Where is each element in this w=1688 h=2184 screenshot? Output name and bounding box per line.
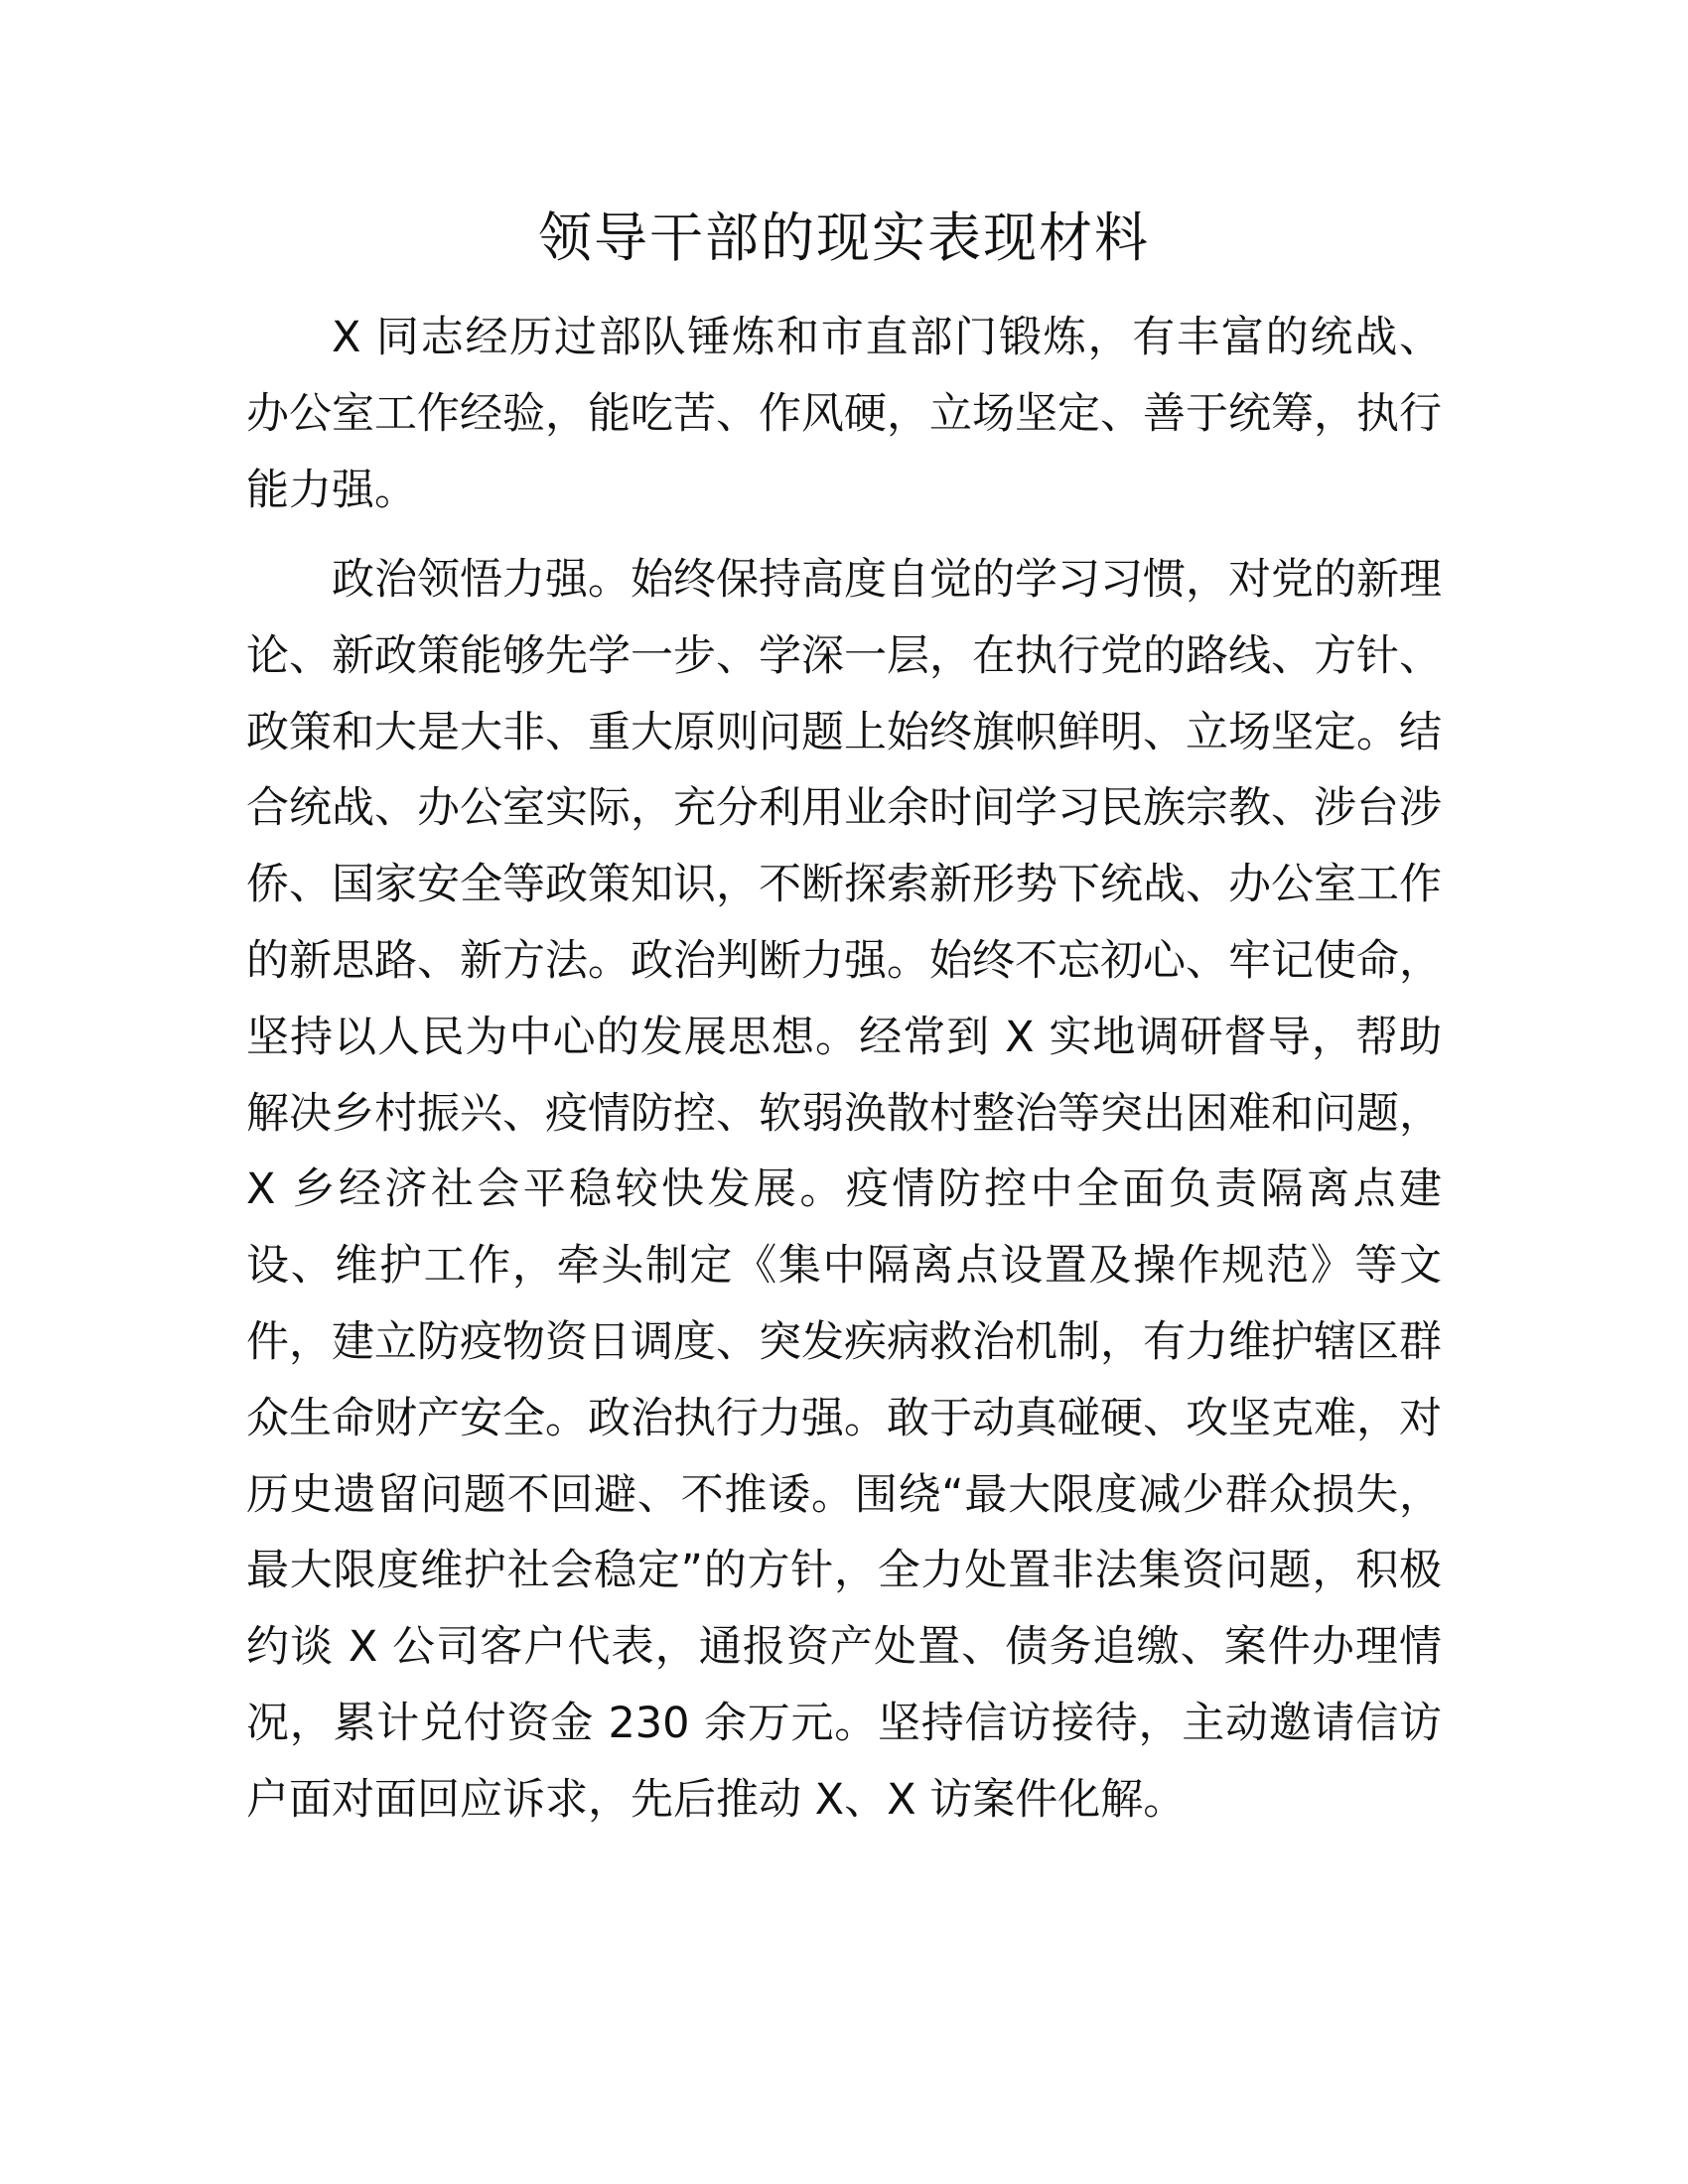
document-title: 领导干部的现实表现材料 (538, 206, 1150, 269)
paragraph-political-ability: 政治领悟力强。始终保持高度自觉的学习习惯，对党的新理论、新政策能够先学一步、学深一层，在执行党的路线、方针、政策和大是大非、重大原则问题上始终旗帜鲜明、立场坚定。结合统战、办公室实际，充分利用业余时间学习民族宗教、涉台涉侨、国家安全等政策知识，不断探索新形势下统战、办公室工作的新思路、新方法。政治判断力强。始终不忘初心、牢记使命，坚持以人民为中心的发展思想。经常到 X 实地调研督导，帮助解决乡村振兴、疫情防控、软弱涣散村整治等突出困难和问题，X 乡经济社会平稳较快发展。疫情防控中全面负责隔离点建设、维护工作，牵头制定《集中隔离点设置及操作规范》等文件，建立防疫物资日调度、突发疾病救治机制，有力维护辖区群众生命财产安全。政治执行力强。敢于动真碰硬、攻坚克难，对历史遗留问题不回避、不推诿。围绕“最大限度减少群众损失，最大限度维护社会稳定”的方针，全力处置非法集资问题，积极约谈 X 公司客户代表，通报资产处置、债务追缴、案件办理情况，累计兑付资金 230 余万元。坚持信访接待，主动邀请信访户面对面回应诉求，先后推动 X、X 访案件化解。 (246, 555, 1442, 1825)
paragraph-summary: X 同志经历过部队锤炼和市直部门锻炼，有丰富的统战、办公室工作经验，能吃苦、作风硬，立场坚定、善于统筹，执行能力强。 (246, 313, 1442, 515)
